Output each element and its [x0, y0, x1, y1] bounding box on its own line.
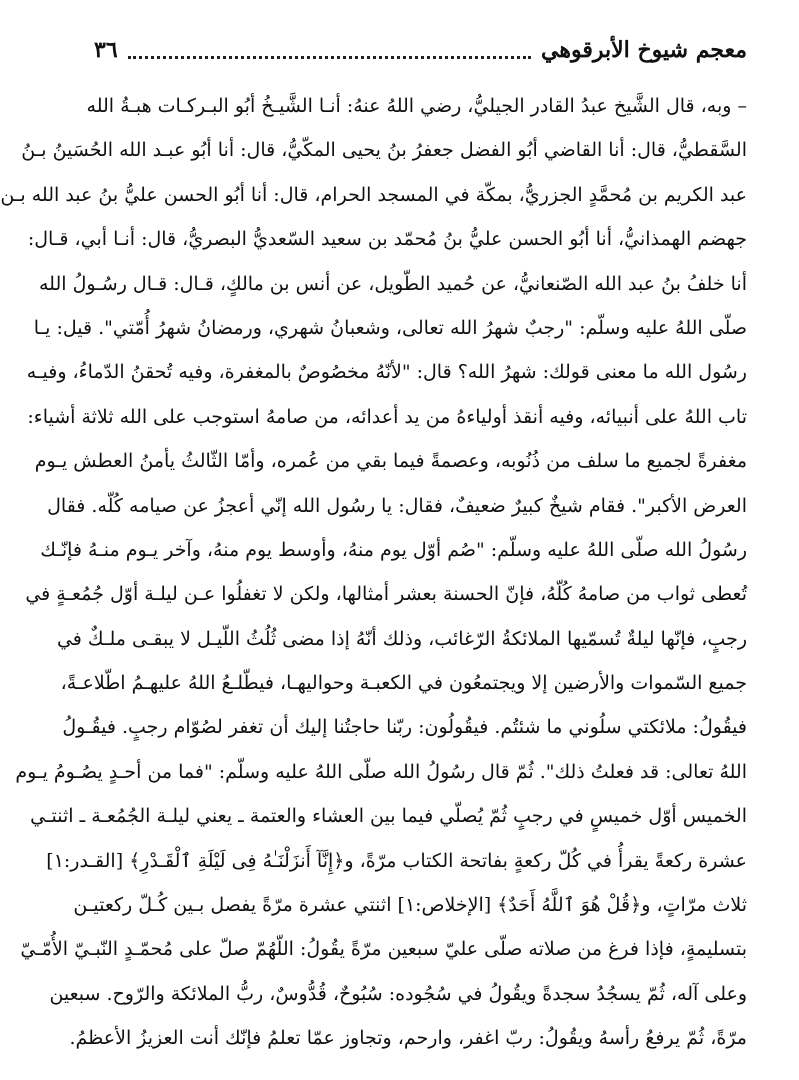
text-line: الخميس أوّل خميسٍ في رجبٍ ثُمّ يُصلّي فيما بين العشاء والعتمة ـ يعني ليلـة الجُمُعـة ـ اثنتـي: [30, 805, 747, 828]
text-line: – وبه، قال الشَّيخ عبدُ القادر الجيليُّ، رضي اللهُ عنهُ: أنـا الشَّيـخُ أبُو البـركـات هبـةُ الله: [86, 95, 747, 117]
text-line: رسُول الله ما معنى قولك: شهرُ الله؟ قال: "لأنّهُ مخصُوصٌ بالمغفرة، وفيه تُحقنُ الدّماءُ، وفيـه: [26, 361, 747, 384]
text-line: رجبٍ، فإنّها ليلةٌ تُسمّيها الملائكةُ الرّغائب، وذلك أنّهُ إذا مضى ثُلُثُ اللّيـل لا يبقـى ملـكٌ في: [56, 627, 747, 650]
page-number: ٣٦: [94, 37, 118, 63]
text-line: تُعطى ثواب من صامهُ كُلّهُ، فإنّ الحسنة بعشر أمثالها، ولكن لا تغفلُوا عـن ليلـة أوّل جُمُعـةٍ في: [25, 583, 747, 606]
text-line: اللهُ تعالى: قد فعلتُ ذلك". ثُمّ قال رسُولُ الله صلّى اللهُ عليه وسلّم: "فما من أحـدٍ يصُـومُ يـوم: [15, 760, 747, 783]
text-line: العرض الأكبر". فقام شيخٌ كبيرٌ ضعيفٌ، فقال: يا رسُول الله إنّي أعجزُ عن صيامه كُلّه. فقال: [47, 494, 747, 517]
text-line: عشرة ركعةً يقرأُ في كُلّ ركعةٍ بفاتحة الكتاب مرّةً، و﴿إِنَّآ أَنزَلْنَـٰهُ فِى لَيْلَةِ ٱلْقَـدْرِ﴾ [القـدر:١]: [46, 849, 747, 872]
running-header: [94, 30, 747, 70]
text-line: جهضم الهمذانيُّ، أنا أبُو الحسن عليُّ بنُ مُحمّد بن سعيد السّعديُّ البصريُّ، قال: أنـا أبي، قـال:: [27, 228, 747, 251]
text-line: فيقُولُ: ملائكتي سلُوني ما شئتُم. فيقُولُون: ربّنا حاجتُنا إليك أن تغفر لصُوّام رجبٍ. فيقُـولُ: [62, 716, 747, 739]
text-line: جميع السّموات والأرضين إلا ويجتمعُون في الكعبـة وحواليهـا، فيطّلـعُ اللهُ عليهـمُ اطّلاعـةً،: [60, 672, 747, 695]
text-line: عبد الكريم بن مُحمَّدٍ الجزريُّ، بمكّة في المسجد الحرام، قال: أنا أبُو الحسن عليُّ بنُ عبد الله بـن: [0, 183, 747, 206]
book-title: معجم شيوخ الأبرقوهي: [541, 37, 747, 63]
text-line: ثلاث مرّاتٍ، و﴿قُلْ هُوَ ٱللَّهُ أَحَدٌ﴾ [الإخلاص:١] اثنتي عشرة مرّةً يفصل بـين كُـلّ ركعتيـن: [73, 894, 747, 917]
text-line: بتسليمةٍ، فإذا فرغ من صلاته صلّى عليّ سبعين مرّةً يقُولُ: اللّهُمّ صلّ على مُحمّـدٍ النّبـيّ الأُمّـيّ: [20, 938, 747, 961]
text-line: رسُولُ الله صلّى اللهُ عليه وسلّم: "صُم أوّل يوم منهُ، وأوسط يوم منهُ، وآخر يـوم منـهُ فإنّـك: [40, 538, 747, 561]
text-line: مرّةً، ثُمّ يرفعُ رأسهُ ويقُولُ: ربّ اغفر، وارحم، وتجاوز عمّا تعلمُ فإنّك أنت العزيزُ الأعظمُ.: [69, 1027, 747, 1050]
text-line: مغفرةً لجميع ما سلف من ذُنُوبه، وعصمةً فيما بقي من عُمره، وأمّا الثّالثُ يأمنُ العطش يـوم: [34, 450, 747, 473]
text-line: أنا خلفُ بنُ عبد الله الصّنعانيُّ، عن حُميد الطّويل، عن أنس بن مالكٍ، قـال: قـال رسُـولُ الله: [39, 272, 747, 295]
dotted-leader: [128, 56, 531, 59]
body-text: [0, 84, 747, 1061]
text-line: تاب اللهُ على أنبيائه، وفيه أنقذ أولياءهُ من يد أعدائه، من صامهُ استوجب على الله ثلاثة أشياء:: [27, 405, 747, 428]
text-line: السَّقطيُّ، قال: أنا القاضي أبُو الفضل جعفرُ بنُ يحيى المكّيُّ، قال: أنا أبُو عبـد الله الحُسَينُ بـنُ: [21, 139, 747, 162]
text-line: صلّى اللهُ عليه وسلّم: "رجبٌ شهرُ الله تعالى، وشعبانُ شهري، ورمضانُ شهرُ أُمّتي". قيل: يـا: [33, 316, 747, 339]
text-line: وعلى آله، ثُمّ يسجُدُ سجدةً ويقُولُ في سُجُوده: سُبُوحٌ، قُدُّوسٌ، ربُّ الملائكة والرّوح. سبعين: [49, 982, 747, 1005]
